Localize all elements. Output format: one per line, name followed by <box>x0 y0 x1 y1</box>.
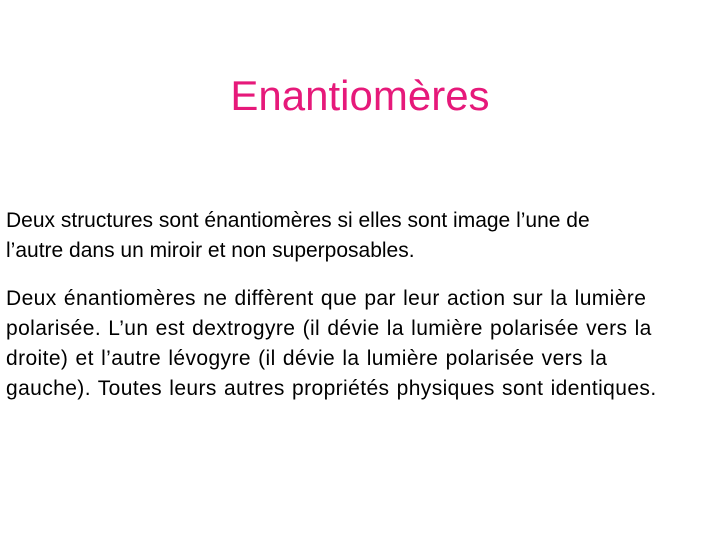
paragraph-optical-activity <box>6 284 718 404</box>
paragraph-line: polarisée. L’un est dextrogyre (il dévie la lumière polarisée vers la <box>6 317 652 340</box>
paragraph-line: l’autre dans un miroir et non superposables. <box>6 239 415 262</box>
slide-title: Enantiomères <box>230 72 490 120</box>
paragraph-line: gauche). Toutes leurs autres propriétés physiques sont identiques. <box>6 377 657 400</box>
paragraph-line: Deux énantiomères ne diffèrent que par leur action sur la lumière <box>6 287 647 310</box>
slide-body <box>6 206 718 404</box>
paragraph-line: Deux structures sont énantiomères si elles sont image l’une de <box>6 209 590 232</box>
paragraph-line: droite) et l’autre lévogyre (il dévie la lumière polarisée vers la <box>6 347 608 370</box>
paragraph-definition <box>6 206 718 266</box>
